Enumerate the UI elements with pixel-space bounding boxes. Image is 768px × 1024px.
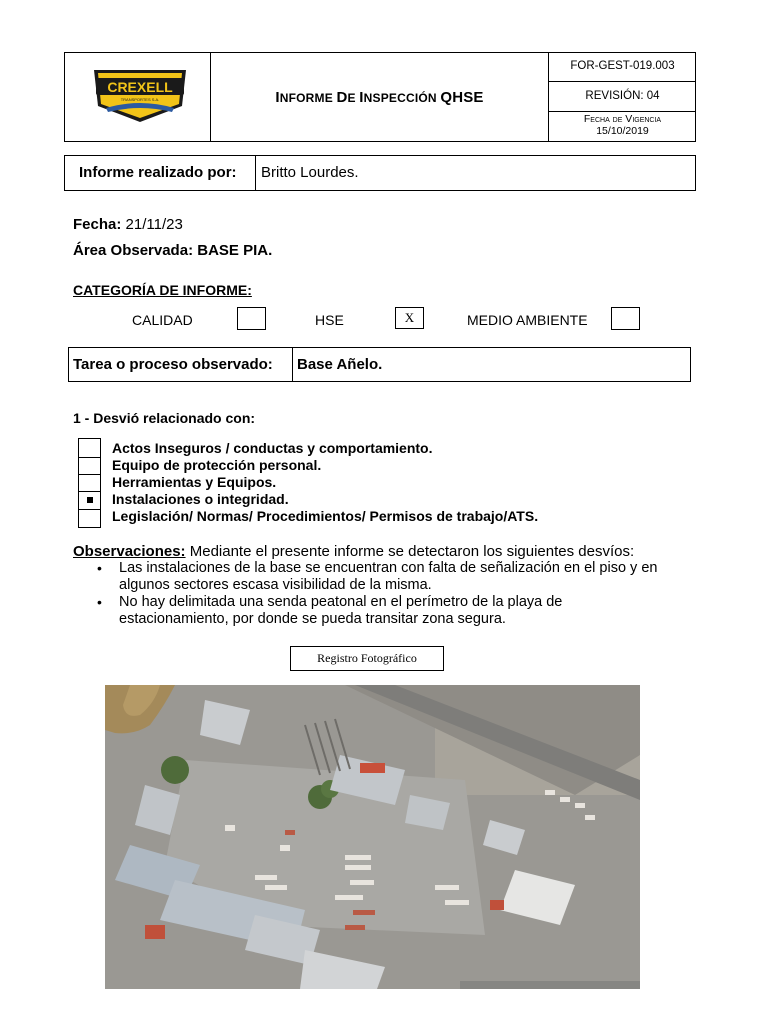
- observations-intro: Mediante el presente informe se detectaron los siguientes desvíos:: [189, 543, 635, 560]
- made-by-divider: [255, 155, 256, 191]
- observations-label: Observaciones:: [73, 543, 186, 560]
- date-label: Fecha:: [73, 216, 122, 233]
- observation-bullet: • Las instalaciones de la base se encuentran con falta de señalización en el piso y en algunos sectores escasa visibilidad de la misma.: [73, 560, 713, 594]
- photo-caption: Registro Fotográfico: [290, 646, 444, 671]
- report-title: INFORME DE INSPECCIÓN QHSE: [275, 88, 484, 106]
- category-hse-label: HSE: [315, 312, 344, 328]
- revision: [549, 82, 696, 111]
- area-line: [73, 242, 272, 259]
- validity: [549, 113, 696, 137]
- area-label: Área Observada:: [73, 242, 194, 259]
- deviation-item: Herramientas y Equipos.: [112, 474, 277, 490]
- task-label: Tarea o proceso observado:: [73, 356, 273, 373]
- checked-mark-icon: [87, 497, 93, 503]
- observations-intro-line: [73, 543, 713, 560]
- observation-bullet: • No hay delimitada una senda peatonal en el perímetro de la playa de estacionamiento, por donde se pueda transitar zona segura.: [73, 594, 713, 628]
- observations-list: [73, 560, 713, 628]
- deviation-item: Actos Inseguros / conductas y comportamiento.: [112, 440, 433, 456]
- category-calidad-label: CALIDAD: [132, 312, 193, 328]
- revision-value: 04: [646, 90, 660, 102]
- task-divider: [292, 347, 293, 382]
- category-calidad-checkbox[interactable]: [237, 307, 266, 330]
- made-by-value: Britto Lourdes.: [261, 164, 359, 181]
- aerial-photo: [105, 685, 640, 989]
- category-ambiente-label: MEDIO AMBIENTE: [467, 312, 588, 328]
- deviation-checkbox-legislacion[interactable]: [79, 509, 100, 527]
- task-value: Base Añelo.: [297, 356, 383, 373]
- company-logo-graphic: [90, 68, 190, 124]
- validity-label: Fecha de Vigencia: [583, 113, 662, 125]
- deviation-heading: 1 - Desvió relacionado con:: [73, 410, 256, 426]
- deviation-list: [112, 440, 538, 525]
- deviation-checkbox-herramientas[interactable]: [79, 474, 100, 492]
- deviation-item: Legislación/ Normas/ Procedimientos/ Permisos de trabajo/ATS.: [112, 508, 539, 524]
- area-value: BASE PIA.: [197, 242, 273, 259]
- logo-subtitle: TRANSPORTES S.A.: [120, 97, 160, 102]
- revision-label: REVISIÓN:: [585, 90, 644, 102]
- deviation-checkbox-epp[interactable]: [79, 457, 100, 475]
- deviation-checkbox-actos[interactable]: [79, 439, 100, 458]
- category-heading: CATEGORÍA DE INFORME:: [73, 282, 252, 298]
- made-by-label: Informe realizado por:: [79, 164, 237, 181]
- deviation-item: Instalaciones o integridad.: [112, 491, 289, 507]
- observations: [73, 543, 713, 628]
- aerial-photo-graphic: [105, 685, 640, 989]
- company-logo: [90, 68, 190, 124]
- validity-date: 15/10/2019: [596, 125, 649, 137]
- deviation-item: Equipo de protección personal.: [112, 457, 322, 473]
- deviation-checkbox-instalaciones[interactable]: [79, 491, 100, 510]
- logo-wordmark: CREXELL: [107, 79, 173, 95]
- category-ambiente-checkbox[interactable]: [611, 307, 640, 330]
- date-line: [73, 216, 183, 233]
- category-hse-checkbox[interactable]: [395, 307, 424, 329]
- form-code: FOR-GEST-019.003: [570, 60, 675, 72]
- deviation-checkbox-column: [78, 438, 101, 528]
- header-divider: [548, 111, 696, 112]
- date-value: 21/11/23: [125, 216, 183, 233]
- category-hse-mark: X: [404, 310, 415, 325]
